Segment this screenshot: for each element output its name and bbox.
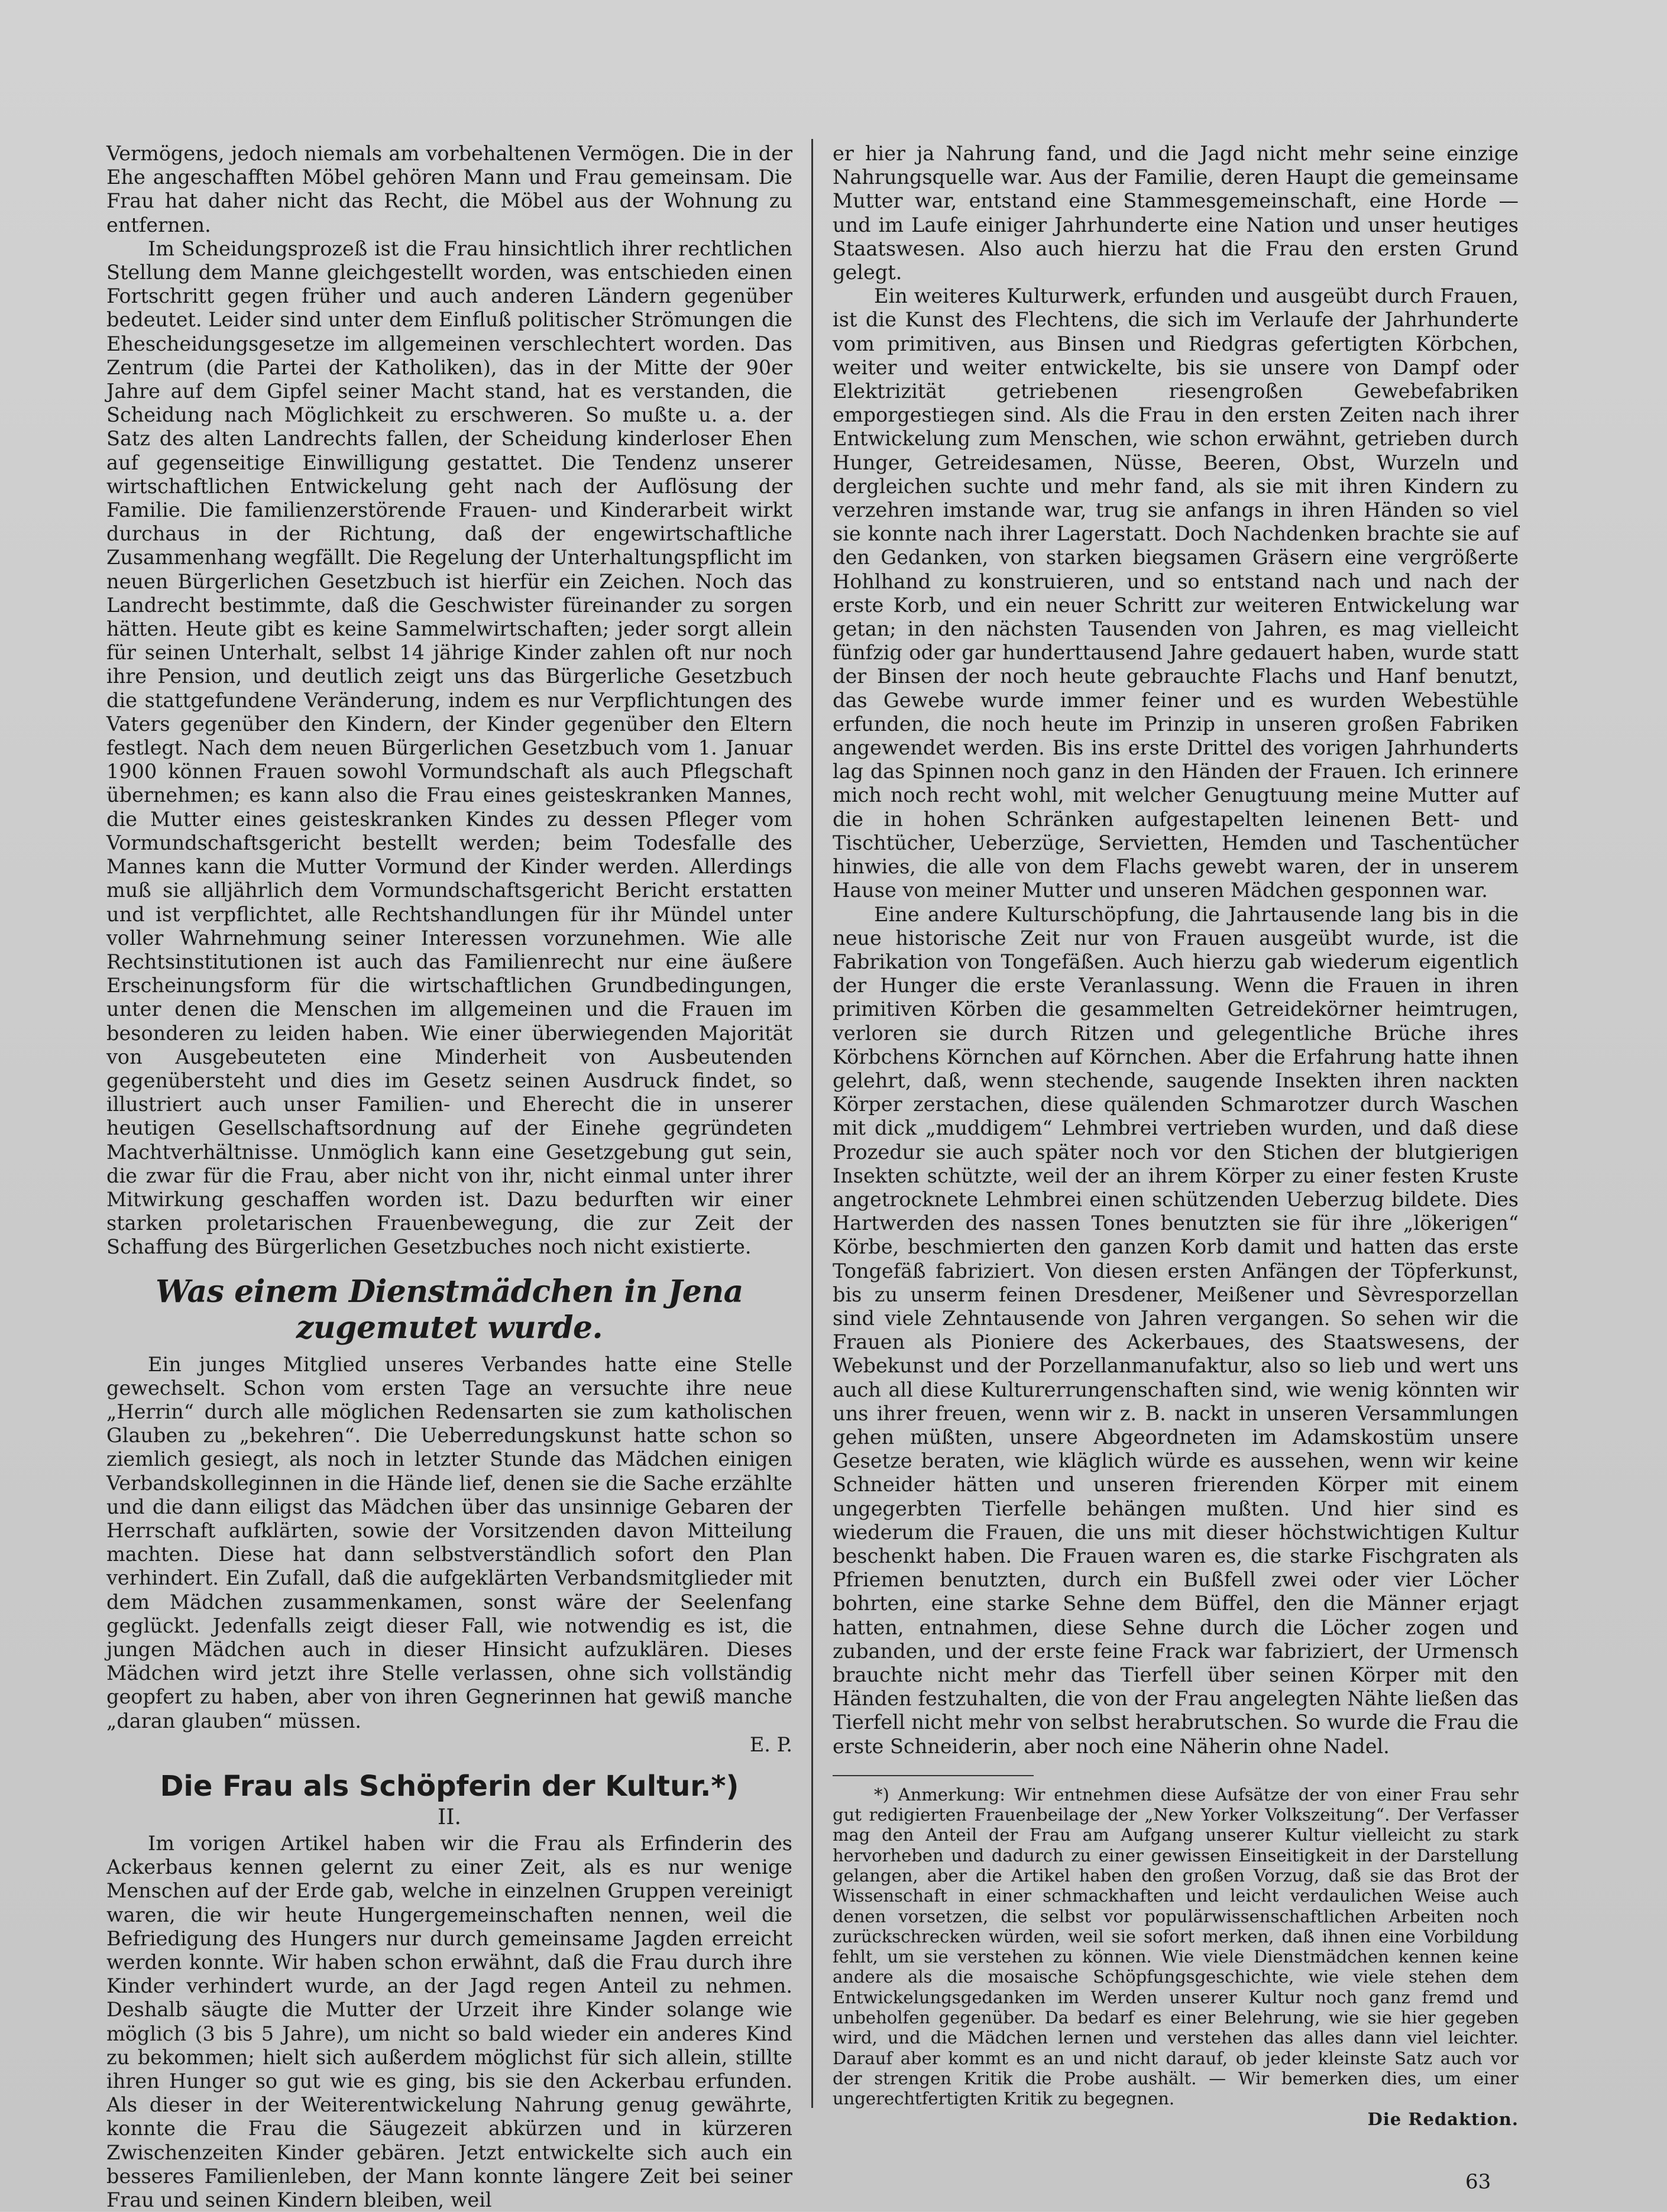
right-column — [833, 142, 1519, 2129]
paragraph: Eine andere Kulturschöpfung, die Jahrtausende lang bis in die neue historische Zeit nur von Frauen ausgeübt wurde, ist die Fabrikation von Tongefäßen. Auch hierzu gab wiederum eigentlich der Hunger die erste Veranlassung. Wenn die Frauen in ihren primitiven Körben die gesammelten Getreidekörner heimtrugen, verloren sie durch Ritzen und gelegentliche Brüche ihres Körbchens Körnchen auf Körnchen. Aber die Erfahrung hatte ihnen gelehrt, daß, wenn stechende, saugende Insekten ihren nackten Körper zerstachen, diese quälenden Schmarotzer durch Waschen mit dick „muddigem“ Lehmbrei vertrieben wurden, und daß diese Prozedur sie auch später noch vor den Stichen der blutgierigen Insekten schützte, weil der an ihrem Körper zu einer festen Kruste angetrocknete Lehmbrei einen schützenden Ueberzug bildete. Dies Hartwerden des nassen Tones benutzten sie für ihre „lökerigen“ Körbe, beschmierten den ganzen Korb damit und hatten das erste Tongefäß fabriziert. Von diesen ersten Anfängen der Töpferkunst, bis zu unserm feinen Dresdener, Meißener und Sèvresporzellan sind viele Zehntausende von Jahren vergangen. So sehen wir die Frauen als Pioniere des Ackerbaues, des Staatswesens, der Webekunst und der Porzellanmanufaktur, also so lieb und wert uns auch all diese Kulturerrungenschaften sind, wie wenig könnten wir uns ihrer freuen, wenn wir z. B. nackt in unseren Versammlungen gehen müßten, unsere Abgeordneten im Adamskostüm unsere Gesetze beraten, wie kläglich würde es aussehen, wenn wir keine Schneider hätten und unseren frierenden Körper mit einem ungegerbten Tierfelle behängen mußten. Und hier sind es wiederum die Frauen, die uns mit dieser höchstwichtigen Kultur beschenkt haben. Die Frauen waren es, die starke Fischgraten als Pfriemen benutzten, durch ein Bußfell zwei oder vier Löcher bohrten, eine starke Sehne dem Büffel, den die Männer erjagt hatten, entnahmen, diese Sehne durch die Löcher zogen und zubanden, und der erste feine Frack war fabriziert, der Urmensch brauchte nicht mehr das Tierfell über seinen Körper mit den Händen festzuhalten, die von der Frau angelegten Nähte ließen das Tierfell nicht mehr von selbst herabrutschen. So wurde die Frau die erste Schneiderin, aber noch eine Näherin ohne Nadel. — [833, 902, 1519, 1758]
paragraph: Im vorigen Artikel haben wir die Frau als Erfinderin des Ackerbaus kennen gelernt zu einer Zeit, als es nur wenige Menschen auf der Erde gab, welche in einzelnen Gruppen vereinigt waren, die wir heute Hungergemeinschaften nennen, weil die Befriedigung des Hungers nur durch gemeinsame Jagden erreicht werden konnte. Wir haben schon erwähnt, daß die Frau durch ihre Kinder verhindert wurde, an der Jagd regen Anteil zu nehmen. Deshalb säugte die Mutter der Urzeit ihre Kinder solange wie möglich (3 bis 5 Jahre), um nicht so bald wieder ein anderes Kind zu bekommen; hielt sich außerdem möglichst für sich allein, stillte ihren Hunger so gut wie es ging, bis sie den Ackerbau erfunden. Als dieser in der Weiterentwickelung Nahrung genug gewährte, konnte die Frau die Säugezeit abkürzen und in kürzeren Zwischenzeiten Kinder gebären. Jetzt entwickelte sich auch ein besseres Familienleben, der Mann konnte längere Zeit bei seiner Frau und seinen Kindern bleiben, weil — [106, 1832, 792, 2212]
paragraph: Ein weiteres Kulturwerk, erfunden und ausgeübt durch Frauen, ist die Kunst des Flechtens, die sich im Verlaufe der Jahrhunderte vom primitiven, aus Binsen und Riedgras gefertigten Körbchen, weiter und weiter entwickelte, bis sie unsere von Dampf oder Elektrizität getriebenen riesengroßen Gewebefabriken emporgestiegen sind. Als die Frau in den ersten Zeiten nach ihrer Entwickelung zum Menschen, wie schon erwähnt, getrieben durch Hunger, Getreidesamen, Nüsse, Beeren, Obst, Wurzeln und dergleichen suchte und mehr fand, als sie mit ihren Kindern zu verzehren imstande war, trug sie anfangs in ihren Händen so viel sie konnte nach ihrer Lagerstatt. Doch Nachdenken brachte sie auf den Gedanken, von starken biegsamen Gräsern eine vergrößerte Hohlhand zu konstruieren, und so entstand nach und nach der erste Korb, und ein neuer Schritt zur weiteren Entwickelung war getan; in den nächsten Tausenden von Jahren, es mag vielleicht fünfzig oder gar hunderttausend Jahre gedauert haben, wurde statt der Binsen der noch heute gebrauchte Flachs und Hanf benutzt, das Gewebe wurde immer feiner und es wurden Webestühle erfunden, die noch heute im Prinzip in unseren großen Fabriken angewendet werden. Bis ins erste Drittel des vorigen Jahrhunderts lag das Spinnen noch ganz in den Händen der Frauen. Ich erinnere mich noch recht wohl, mit welcher Genugtuung meine Mutter auf die in hohen Schränken aufgestapelten leinenen Bett- und Tischtücher, Ueberzüge, Servietten, Hemden und Taschentücher hinwies, die alle von dem Flachs gewebt waren, der in unserem Hause von meiner Mutter und unseren Mädchen gesponnen war. — [833, 284, 1519, 902]
paragraph: Im Scheidungsprozeß ist die Frau hinsichtlich ihrer rechtlichen Stellung dem Manne gleichgestellt worden, was entschieden einen Fortschritt gegen früher und auch anderen Ländern gegenüber bedeutet. Leider sind unter dem Einfluß politischer Strömungen die Ehescheidungsgesetze im allgemeinen verschlechtert worden. Das Zentrum (die Partei der Katholiken), das in der Mitte der 90er Jahre auf dem Gipfel seiner Macht stand, hat es verstanden, die Scheidung nach Möglichkeit zu erschweren. So mußte u. a. der Satz des alten Landrechts fallen, der Scheidung kinderloser Ehen auf gegenseitige Einwilligung gestattet. Die Tendenz unserer wirtschaftlichen Entwickelung geht nach der Auflösung der Familie. Die familienzerstörende Frauen- und Kinderarbeit wirkt durchaus in der Richtung, daß der engewirtschaftliche Zusammenhang wegfällt. Die Regelung der Unterhaltungspflicht im neuen Bürgerlichen Gesetzbuch ist hierfür ein Zeichen. Noch das Landrecht bestimmte, daß die Geschwister füreinander zu sorgen hätten. Heute gibt es keine Sammelwirtschaften; jeder sorgt allein für seinen Unterhalt, selbst 14 jährige Kinder zahlen oft nur noch ihre Pension, und deutlich zeigt uns das Bürgerliche Gesetzbuch die stattgefundene Veränderung, indem es nur Verpflichtungen des Vaters gegenüber den Kindern, der Kinder gegenüber den Eltern festlegt. Nach dem neuen Bürgerlichen Gesetzbuch vom 1. Januar 1900 können Frauen sowohl Vormundschaft als auch Pflegschaft übernehmen; es kann also die Frau eines geisteskranken Mannes, die Mutter eines geisteskranken Kindes zu dessen Pfleger vom Vormundschaftsgericht bestellt werden; beim Todesfalle des Mannes kann die Mutter Vormund der Kinder werden. Allerdings muß sie alljährlich dem Vormundschaftsgericht Bericht erstatten und ist verpflichtet, alle Rechtshandlungen für ihr Mündel unter voller Wahrnehmung seiner Interessen vorzunehmen. Wie alle Rechtsinstitutionen ist auch das Familienrecht nur eine äußere Erscheinungsform für die wirtschaftlichen Grundbedingungen, unter denen die Menschen im allgemeinen und die Frauen im besonderen zu leiden haben. Wie einer überwiegenden Majorität von Ausgebeuteten eine Minderheit von Ausbeutenden gegenübersteht und dies im Gesetz seinen Ausdruck findet, so illustriert auch unser Familien- und Eherecht die in unserer heutigen Gesellschaftsordnung auf der Einehe gegründeten Machtverhältnisse. Unmöglich kann eine Gesetzgebung gut sein, die zwar für die Frau, aber nicht von ihr, nicht einmal unter ihrer Mitwirkung geschaffen worden ist. Dazu bedurften wir einer starken proletarischen Frauenbewegung, die zur Zeit der Schaffung des Bürgerlichen Gesetzbuches noch nicht existierte. — [106, 237, 792, 1259]
paragraph: Ein junges Mitglied unseres Verbandes hatte eine Stelle gewechselt. Schon vom ersten Tage an versuchte ihre neue „Herrin“ durch alle möglichen Redensarten sie zum katholischen Glauben zu „bekehren“. Die Ueberredungskunst hatte schon so ziemlich gesiegt, als noch in letzter Stunde das Mädchen einigen Verbandskolleginnen in die Hände lief, denen sie die Sache erzählte und die dann eiligst das Mädchen über das unsinnige Gebaren der Herrschaft aufklärten, sowie der Vorsitzenden davon Mitteilung machten. Diese hat dann selbstverständlich sofort den Plan verhindert. Ein Zufall, daß die aufgeklärten Verbandsmitglieder mit dem Mädchen zusammenkamen, sonst wäre der Seelenfang geglückt. Jedenfalls zeigt dieser Fall, wie notwendig es ist, die jungen Mädchen auch in dieser Hinsicht aufzuklären. Dieses Mädchen wird jetzt ihre Stelle verlassen, ohne sich vollständig geopfert zu haben, aber von ihren Gegnerinnen hat gewiß manche „daran glauben“ müssen. — [106, 1352, 792, 1732]
footnote-text: *) Anmerkung: Wir entnehmen diese Aufsätze der von einer Frau sehr gut redigierten Frauenbeilage der „New Yorker Volkszeitung“. Der Verfasser mag den Anteil der Frau am Aufgang unserer Kultur vielleicht zu stark hervorheben und dadurch zu einer gewissen Einseitigkeit in der Darstellung gelangen, aber die Artikel haben den großen Vorzug, daß sie das Brot der Wissenschaft in einer schmackhaften und leicht verdaulichen Weise auch denen vorsetzen, die selbst vor populärwissenschaftlichen Arbeiten noch zurückschrecken würden, weil sie sofort merken, daß ihnen eine Vorbildung fehlt, um sie verstehen zu können. Wie viele Dienstmädchen kennen keine andere als die mosaische Schöpfungsgeschichte, wie viele stehen dem Entwickelungsgedanken im Werden unserer Kultur noch ganz fremd und unbeholfen gegenüber. Da bedarf es einer Belehrung, wie sie hier gegeben wird, und die Mädchen lernen und verstehen das alles dann viel leichter. Darauf aber kommt es an und nicht darauf, ob jeder kleinste Satz auch vor der strengen Kritik die Probe aushält. — Wir bemerken dies, um einer ungerechtfertigten Kritik zu begegnen. — [833, 1784, 1519, 2109]
article-heading: Was einem Dienstmädchen in Jena zugemutet wurde. — [156, 1273, 743, 1346]
footnote — [833, 1785, 1519, 2129]
author-signature: E. P. — [749, 1732, 792, 1756]
column-divider — [811, 139, 813, 2108]
article-heading: Die Frau als Schöpferin der Kultur.*) — [160, 1770, 739, 1803]
paragraph: Vermögens, jedoch niemals am vorbehaltenen Vermögen. Die in der Ehe angeschafften Möbel gehören Mann und Frau gemeinsam. Die Frau hat daher nicht das Recht, die Möbel aus der Wohnung zu entfernen. — [106, 142, 792, 237]
part-number: II. — [438, 1805, 461, 1829]
left-column — [106, 142, 792, 2212]
paragraph: er hier ja Nahrung fand, und die Jagd nicht mehr seine einzige Nahrungsquelle war. Aus der Familie, deren Haupt die gemeinsame Mutter war, entstand eine Stammesgemeinschaft, eine Horde — und im Laufe einiger Jahrhunderte eine Nation und unser heutiges Staatswesen. Also auch hierzu hat die Frau den ersten Grund gelegt. — [833, 142, 1519, 284]
editor-signature: Die Redaktion. — [1367, 2109, 1519, 2129]
page-number: 63 — [1465, 2170, 1491, 2194]
footnote-rule — [833, 1775, 1034, 1776]
